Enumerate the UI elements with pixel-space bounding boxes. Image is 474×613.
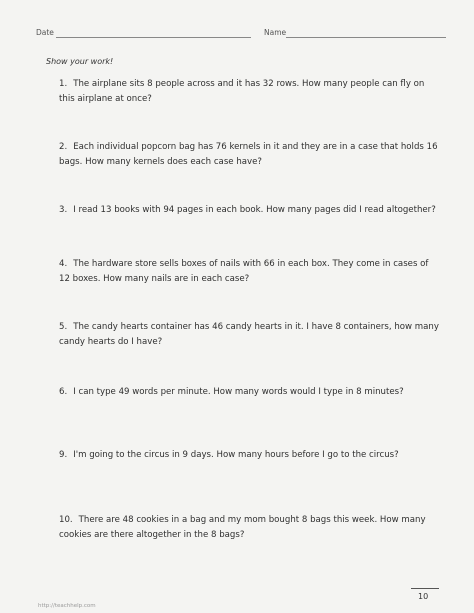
page-number-line — [411, 588, 439, 589]
page-number: 10 — [418, 592, 429, 601]
problem-number: 9. — [59, 450, 68, 460]
problem-text: I can type 49 words per minute. How many words would I type in 8 minutes? — [73, 387, 404, 397]
problem-number: 2. — [59, 142, 68, 152]
problem-text: Each individual popcorn bag has 76 kernels in it and they are in a case that holds 16 bags. How many kernels does each case have? — [59, 142, 438, 167]
problem-number: 5. — [59, 322, 68, 332]
problem-5 — [59, 320, 439, 349]
date-line — [56, 37, 251, 38]
date-label: Date — [36, 28, 54, 37]
problem-number: 4. — [59, 259, 68, 269]
problem-number: 10. — [59, 515, 73, 525]
problem-4 — [59, 257, 439, 286]
problem-text: The hardware store sells boxes of nails with 66 in each box. They come in cases of 12 boxes. How many nails are in each case? — [59, 259, 429, 284]
instructions: Show your work! — [46, 57, 114, 66]
problem-number: 1. — [59, 79, 68, 89]
problem-1 — [59, 77, 439, 106]
problem-text: The airplane sits 8 people across and it has 32 rows. How many people can fly on this airplane at once? — [59, 79, 425, 104]
worksheet-header — [36, 28, 446, 42]
problem-text: I read 13 books with 94 pages in each book. How many pages did I read altogether? — [73, 205, 436, 215]
problem-number: 3. — [59, 205, 68, 215]
problem-text: I'm going to the circus in 9 days. How many hours before I go to the circus? — [73, 450, 399, 460]
name-line — [286, 37, 446, 38]
problem-10 — [59, 513, 439, 542]
problem-3 — [59, 203, 439, 218]
problem-9 — [59, 448, 439, 463]
footer-url: http://teachhelp.com — [38, 603, 96, 609]
name-label: Name — [264, 28, 287, 37]
problem-2 — [59, 140, 439, 169]
problem-text: There are 48 cookies in a bag and my mom bought 8 bags this week. How many cookies are there altogether in the 8 bags? — [59, 515, 426, 540]
problem-number: 6. — [59, 387, 68, 397]
problem-text: The candy hearts container has 46 candy hearts in it. I have 8 containers, how many candy hearts do I have? — [59, 322, 439, 347]
problem-6 — [59, 385, 439, 400]
